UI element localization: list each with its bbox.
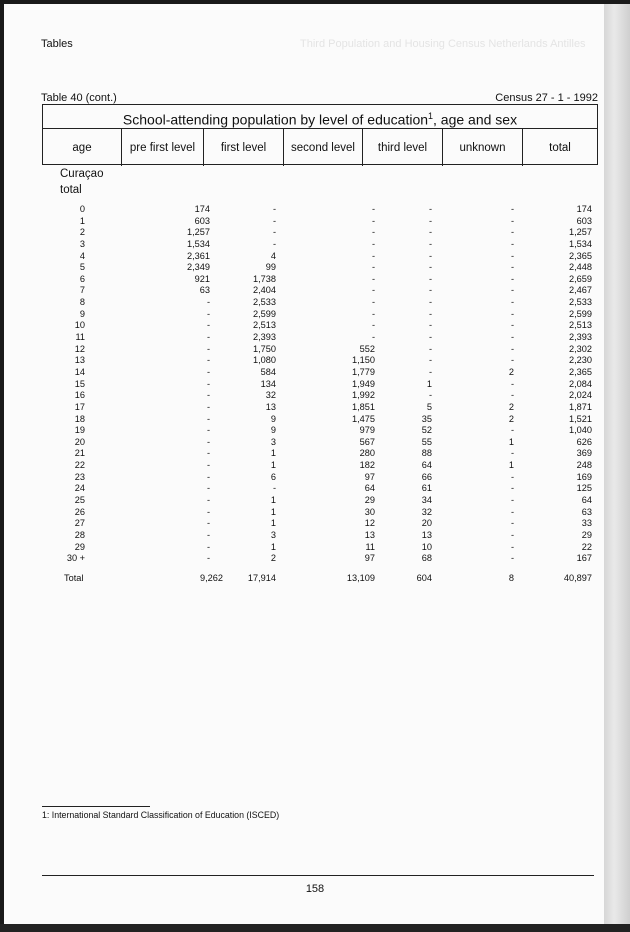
cell-unknown: - xyxy=(510,204,514,214)
cell-unknown: - xyxy=(510,553,514,564)
page-number: 158 xyxy=(305,883,325,895)
cell-unknown: 2 xyxy=(508,401,514,412)
cell-total: 2,533 xyxy=(569,297,592,308)
cell-second: 182 xyxy=(359,460,375,471)
cell-pre: - xyxy=(206,436,210,447)
total-third: 604 xyxy=(416,573,432,583)
cell-second: 1,779 xyxy=(352,366,375,377)
cell-pre: - xyxy=(206,401,210,412)
cell-total: 248 xyxy=(576,460,592,471)
total-second: 13,109 xyxy=(346,573,375,583)
cell-unknown: - xyxy=(510,343,514,354)
scan-border xyxy=(0,924,630,932)
cell-pre: - xyxy=(206,483,210,494)
cell-age: 0 xyxy=(79,204,85,214)
cell-third: - xyxy=(428,308,432,319)
cell-second: 979 xyxy=(359,425,375,436)
cell-total: 2,393 xyxy=(569,332,592,343)
cell-unknown: - xyxy=(510,483,514,494)
cell-third: 32 xyxy=(421,506,432,517)
cell-unknown: - xyxy=(510,238,514,249)
cell-age: 17 xyxy=(74,401,85,412)
table-row xyxy=(0,332,630,344)
title-text: School-attending population by level of education xyxy=(122,111,429,128)
cell-unknown: - xyxy=(510,285,514,296)
page-bottom-rule xyxy=(42,875,594,876)
col-third-level: third level xyxy=(363,129,443,166)
cell-first: - xyxy=(272,238,276,249)
cell-second: - xyxy=(371,273,375,284)
cell-second: - xyxy=(371,332,375,343)
totals-label: Total xyxy=(64,573,84,583)
cell-pre: - xyxy=(206,460,210,471)
cell-first: 1 xyxy=(270,541,276,552)
column-headers xyxy=(43,129,597,166)
cell-age: 7 xyxy=(79,285,85,296)
bleed-through-text: Third Population and Housing Census Netherlands Antilles xyxy=(300,38,586,50)
cell-age: 18 xyxy=(74,413,85,424)
cell-unknown: - xyxy=(510,390,514,401)
cell-first: 1,750 xyxy=(253,343,276,354)
cell-third: 13 xyxy=(421,529,432,540)
table-title xyxy=(43,105,597,129)
cell-age: 29 xyxy=(74,541,85,552)
table-row xyxy=(0,367,630,379)
cell-first: - xyxy=(272,215,276,226)
cell-second: - xyxy=(371,215,375,226)
cell-third: - xyxy=(428,285,432,296)
table-row xyxy=(0,262,630,274)
region-subgroup: total xyxy=(60,184,82,196)
table-row xyxy=(0,309,630,321)
cell-pre: - xyxy=(206,355,210,366)
table-row xyxy=(0,251,630,263)
cell-first: 1 xyxy=(270,518,276,529)
cell-unknown: - xyxy=(510,355,514,366)
cell-pre: 174 xyxy=(194,204,210,214)
cell-age: 28 xyxy=(74,529,85,540)
cell-second: 64 xyxy=(364,483,375,494)
cell-total: 2,302 xyxy=(569,343,592,354)
cell-second: 1,150 xyxy=(352,355,375,366)
cell-pre: - xyxy=(206,308,210,319)
table-row xyxy=(0,344,630,356)
table-row xyxy=(0,483,630,495)
cell-unknown: - xyxy=(510,227,514,238)
table-row xyxy=(0,355,630,367)
cell-first: 13 xyxy=(265,401,276,412)
cell-age: 11 xyxy=(75,332,85,343)
cell-age: 16 xyxy=(74,390,85,401)
cell-first: 9 xyxy=(270,425,276,436)
cell-unknown: 2 xyxy=(508,413,514,424)
cell-age: 13 xyxy=(74,355,85,366)
cell-third: 35 xyxy=(421,413,432,424)
table-row xyxy=(0,437,630,449)
total-unknown: 8 xyxy=(508,573,514,583)
cell-pre: 1,257 xyxy=(187,227,210,238)
table-row xyxy=(0,542,630,554)
cell-third: - xyxy=(428,273,432,284)
cell-age: 23 xyxy=(74,471,85,482)
cell-age: 24 xyxy=(74,483,85,494)
cell-third: - xyxy=(428,262,432,273)
cell-first: 134 xyxy=(260,378,276,389)
cell-total: 1,521 xyxy=(569,413,592,424)
cell-age: 4 xyxy=(79,250,85,261)
footnote-rule xyxy=(42,806,150,807)
cell-first: 2,599 xyxy=(253,308,276,319)
cell-age: 20 xyxy=(74,436,85,447)
cell-age: 3 xyxy=(79,238,85,249)
cell-pre: - xyxy=(206,320,210,331)
cell-first: 3 xyxy=(270,436,276,447)
cell-age: 6 xyxy=(79,273,85,284)
cell-third: 20 xyxy=(421,518,432,529)
cell-total: 2,365 xyxy=(569,366,592,377)
cell-pre: - xyxy=(206,378,210,389)
cell-pre: - xyxy=(206,366,210,377)
cell-unknown: 2 xyxy=(508,366,514,377)
cell-third: - xyxy=(428,343,432,354)
cell-total: 603 xyxy=(576,215,592,226)
cell-age: 2 xyxy=(79,227,85,238)
cell-third: - xyxy=(428,332,432,343)
cell-total: 626 xyxy=(576,436,592,447)
cell-unknown: - xyxy=(510,297,514,308)
cell-second: 29 xyxy=(364,495,375,506)
cell-total: 1,871 xyxy=(569,401,592,412)
cell-third: - xyxy=(428,204,432,214)
cell-third: 64 xyxy=(421,460,432,471)
cell-pre: 2,349 xyxy=(187,262,210,273)
cell-unknown: - xyxy=(510,495,514,506)
totals-row xyxy=(0,573,630,585)
cell-second: 13 xyxy=(364,529,375,540)
cell-second: 1,949 xyxy=(352,378,375,389)
cell-unknown: - xyxy=(510,378,514,389)
cell-total: 2,365 xyxy=(569,250,592,261)
cell-unknown: - xyxy=(510,471,514,482)
cell-second: - xyxy=(371,320,375,331)
cell-pre: - xyxy=(206,553,210,564)
cell-second: 97 xyxy=(364,471,375,482)
total-total: 40,897 xyxy=(563,573,592,583)
table-row xyxy=(0,390,630,402)
cell-unknown: - xyxy=(510,320,514,331)
cell-total: 2,467 xyxy=(569,285,592,296)
cell-pre: - xyxy=(206,471,210,482)
cell-unknown: - xyxy=(510,250,514,261)
cell-total: 2,084 xyxy=(569,378,592,389)
cell-age: 1 xyxy=(79,215,85,226)
cell-third: - xyxy=(428,227,432,238)
table-row xyxy=(0,460,630,472)
cell-pre: - xyxy=(206,518,210,529)
table-row xyxy=(0,472,630,484)
cell-pre: 2,361 xyxy=(187,250,210,261)
cell-third: 66 xyxy=(421,471,432,482)
cell-pre: 603 xyxy=(194,215,210,226)
cell-unknown: - xyxy=(510,541,514,552)
cell-first: 4 xyxy=(270,250,276,261)
cell-age: 9 xyxy=(79,308,85,319)
cell-unknown: - xyxy=(510,506,514,517)
cell-total: 2,230 xyxy=(569,355,592,366)
cell-age: 10 xyxy=(74,320,85,331)
cell-age: 26 xyxy=(74,506,85,517)
cell-unknown: - xyxy=(510,308,514,319)
cell-third: - xyxy=(428,238,432,249)
cell-pre: 63 xyxy=(199,285,210,296)
cell-second: 567 xyxy=(359,436,375,447)
cell-total: 29 xyxy=(581,529,592,540)
cell-third: - xyxy=(428,250,432,261)
cell-first: 2,393 xyxy=(253,332,276,343)
table-row xyxy=(0,495,630,507)
cell-pre: - xyxy=(206,332,210,343)
cell-third: 1 xyxy=(426,378,432,389)
cell-pre: - xyxy=(206,495,210,506)
cell-second: 552 xyxy=(359,343,375,354)
cell-total: 2,659 xyxy=(569,273,592,284)
cell-age: 25 xyxy=(74,495,85,506)
cell-third: - xyxy=(428,355,432,366)
cell-unknown: 1 xyxy=(508,436,514,447)
cell-unknown: - xyxy=(510,215,514,226)
cell-third: - xyxy=(428,297,432,308)
total-pre: 9,262 xyxy=(200,573,223,583)
cell-first: - xyxy=(272,227,276,238)
cell-pre: - xyxy=(206,506,210,517)
cell-age: 22 xyxy=(74,460,85,471)
cell-first: 1,738 xyxy=(253,273,276,284)
census-date: Census 27 - 1 - 1992 xyxy=(495,92,598,104)
cell-first: 1 xyxy=(270,448,276,459)
col-unknown: unknown xyxy=(443,129,523,166)
cell-third: 10 xyxy=(421,541,432,552)
col-age: age xyxy=(43,129,122,166)
table-row xyxy=(0,518,630,530)
cell-pre: 1,534 xyxy=(187,238,210,249)
table-row xyxy=(0,320,630,332)
cell-third: 68 xyxy=(421,553,432,564)
cell-second: - xyxy=(371,262,375,273)
cell-first: 584 xyxy=(260,366,276,377)
table-row xyxy=(0,274,630,286)
cell-second: 1,992 xyxy=(352,390,375,401)
running-head: Tables xyxy=(41,38,73,50)
cell-total: 174 xyxy=(576,204,592,214)
table-row xyxy=(0,216,630,228)
cell-first: 1 xyxy=(270,506,276,517)
title-suffix: , age and sex xyxy=(433,111,518,128)
cell-first: 2,513 xyxy=(253,320,276,331)
table-number: Table 40 (cont.) xyxy=(41,92,117,104)
col-second-level: second level xyxy=(284,129,363,166)
cell-third: 61 xyxy=(421,483,432,494)
footnote: 1: International Standard Classification of Education (ISCED) xyxy=(42,810,280,820)
cell-third: 88 xyxy=(421,448,432,459)
table-row xyxy=(0,297,630,309)
cell-total: 369 xyxy=(576,448,592,459)
cell-total: 1,257 xyxy=(569,227,592,238)
cell-first: 2 xyxy=(270,553,276,564)
cell-pre: - xyxy=(206,425,210,436)
table-row xyxy=(0,239,630,251)
cell-total: 22 xyxy=(581,541,592,552)
cell-second: - xyxy=(371,250,375,261)
cell-first: 9 xyxy=(270,413,276,424)
table-row xyxy=(0,507,630,519)
cell-first: 2,533 xyxy=(253,297,276,308)
cell-third: - xyxy=(428,390,432,401)
cell-pre: 921 xyxy=(194,273,210,284)
cell-total: 33 xyxy=(581,518,592,529)
cell-total: 63 xyxy=(581,506,592,517)
cell-pre: - xyxy=(206,413,210,424)
region-label xyxy=(60,166,103,198)
cell-pre: - xyxy=(206,343,210,354)
cell-third: 5 xyxy=(426,401,432,412)
table-row xyxy=(0,448,630,460)
cell-unknown: - xyxy=(510,273,514,284)
table-row xyxy=(0,285,630,297)
cell-first: 3 xyxy=(270,529,276,540)
cell-second: 280 xyxy=(359,448,375,459)
cell-first: 2,404 xyxy=(253,285,276,296)
cell-second: 12 xyxy=(364,518,375,529)
cell-total: 169 xyxy=(576,471,592,482)
cell-total: 1,040 xyxy=(569,425,592,436)
cell-age: 14 xyxy=(74,366,85,377)
cell-second: - xyxy=(371,297,375,308)
table-body xyxy=(0,204,630,565)
cell-second: - xyxy=(371,227,375,238)
cell-age: 21 xyxy=(74,448,85,459)
cell-second: 11 xyxy=(365,541,375,552)
cell-pre: - xyxy=(206,390,210,401)
cell-pre: - xyxy=(206,448,210,459)
cell-second: - xyxy=(371,308,375,319)
total-first: 17,914 xyxy=(247,573,276,583)
table-row xyxy=(0,379,630,391)
cell-total: 2,513 xyxy=(569,320,592,331)
cell-pre: - xyxy=(206,529,210,540)
cell-total: 2,024 xyxy=(569,390,592,401)
cell-total: 167 xyxy=(576,553,592,564)
cell-first: 1 xyxy=(270,495,276,506)
cell-first: 6 xyxy=(270,471,276,482)
cell-third: 34 xyxy=(421,495,432,506)
table-header xyxy=(42,104,598,165)
cell-age: 19 xyxy=(74,425,85,436)
cell-age: 12 xyxy=(74,343,85,354)
cell-total: 125 xyxy=(576,483,592,494)
footnote-ref: 1 xyxy=(428,111,434,121)
cell-pre: - xyxy=(206,541,210,552)
cell-second: 1,475 xyxy=(352,413,375,424)
cell-age: 5 xyxy=(79,262,85,273)
cell-second: - xyxy=(371,285,375,296)
region-name: Curaçao xyxy=(60,168,104,180)
cell-third: 55 xyxy=(421,436,432,447)
cell-total: 64 xyxy=(581,495,592,506)
cell-age: 15 xyxy=(74,378,85,389)
cell-first: 99 xyxy=(265,262,276,273)
cell-second: - xyxy=(371,238,375,249)
cell-age: 27 xyxy=(74,518,85,529)
cell-second: 97 xyxy=(364,553,375,564)
table-row xyxy=(0,530,630,542)
cell-third: - xyxy=(428,215,432,226)
col-first-level: first level xyxy=(204,129,284,166)
cell-first: 1,080 xyxy=(253,355,276,366)
cell-unknown: - xyxy=(510,332,514,343)
cell-total: 2,599 xyxy=(569,308,592,319)
cell-unknown: - xyxy=(510,262,514,273)
col-total: total xyxy=(549,141,571,154)
cell-unknown: 1 xyxy=(508,460,514,471)
cell-unknown: - xyxy=(510,448,514,459)
cell-second: 30 xyxy=(364,506,375,517)
table-row xyxy=(0,425,630,437)
table-row xyxy=(0,402,630,414)
cell-third: - xyxy=(428,320,432,331)
cell-first: - xyxy=(272,483,276,494)
cell-second: - xyxy=(371,204,375,214)
cell-first: - xyxy=(272,204,276,214)
cell-third: - xyxy=(428,366,432,377)
table-row xyxy=(0,204,630,216)
cell-unknown: - xyxy=(510,518,514,529)
cell-third: 52 xyxy=(421,425,432,436)
table-row xyxy=(0,227,630,239)
cell-first: 1 xyxy=(270,460,276,471)
cell-age: 30 + xyxy=(66,553,85,564)
cell-second: 1,851 xyxy=(352,401,375,412)
cell-unknown: - xyxy=(510,425,514,436)
cell-age: 8 xyxy=(79,297,85,308)
cell-first: 32 xyxy=(265,390,276,401)
cell-total: 2,448 xyxy=(569,262,592,273)
table-row xyxy=(0,553,630,565)
cell-total: 1,534 xyxy=(569,238,592,249)
table-row xyxy=(0,414,630,426)
cell-unknown: - xyxy=(510,529,514,540)
col-pre-first-level: pre first level xyxy=(122,129,204,166)
cell-pre: - xyxy=(206,297,210,308)
